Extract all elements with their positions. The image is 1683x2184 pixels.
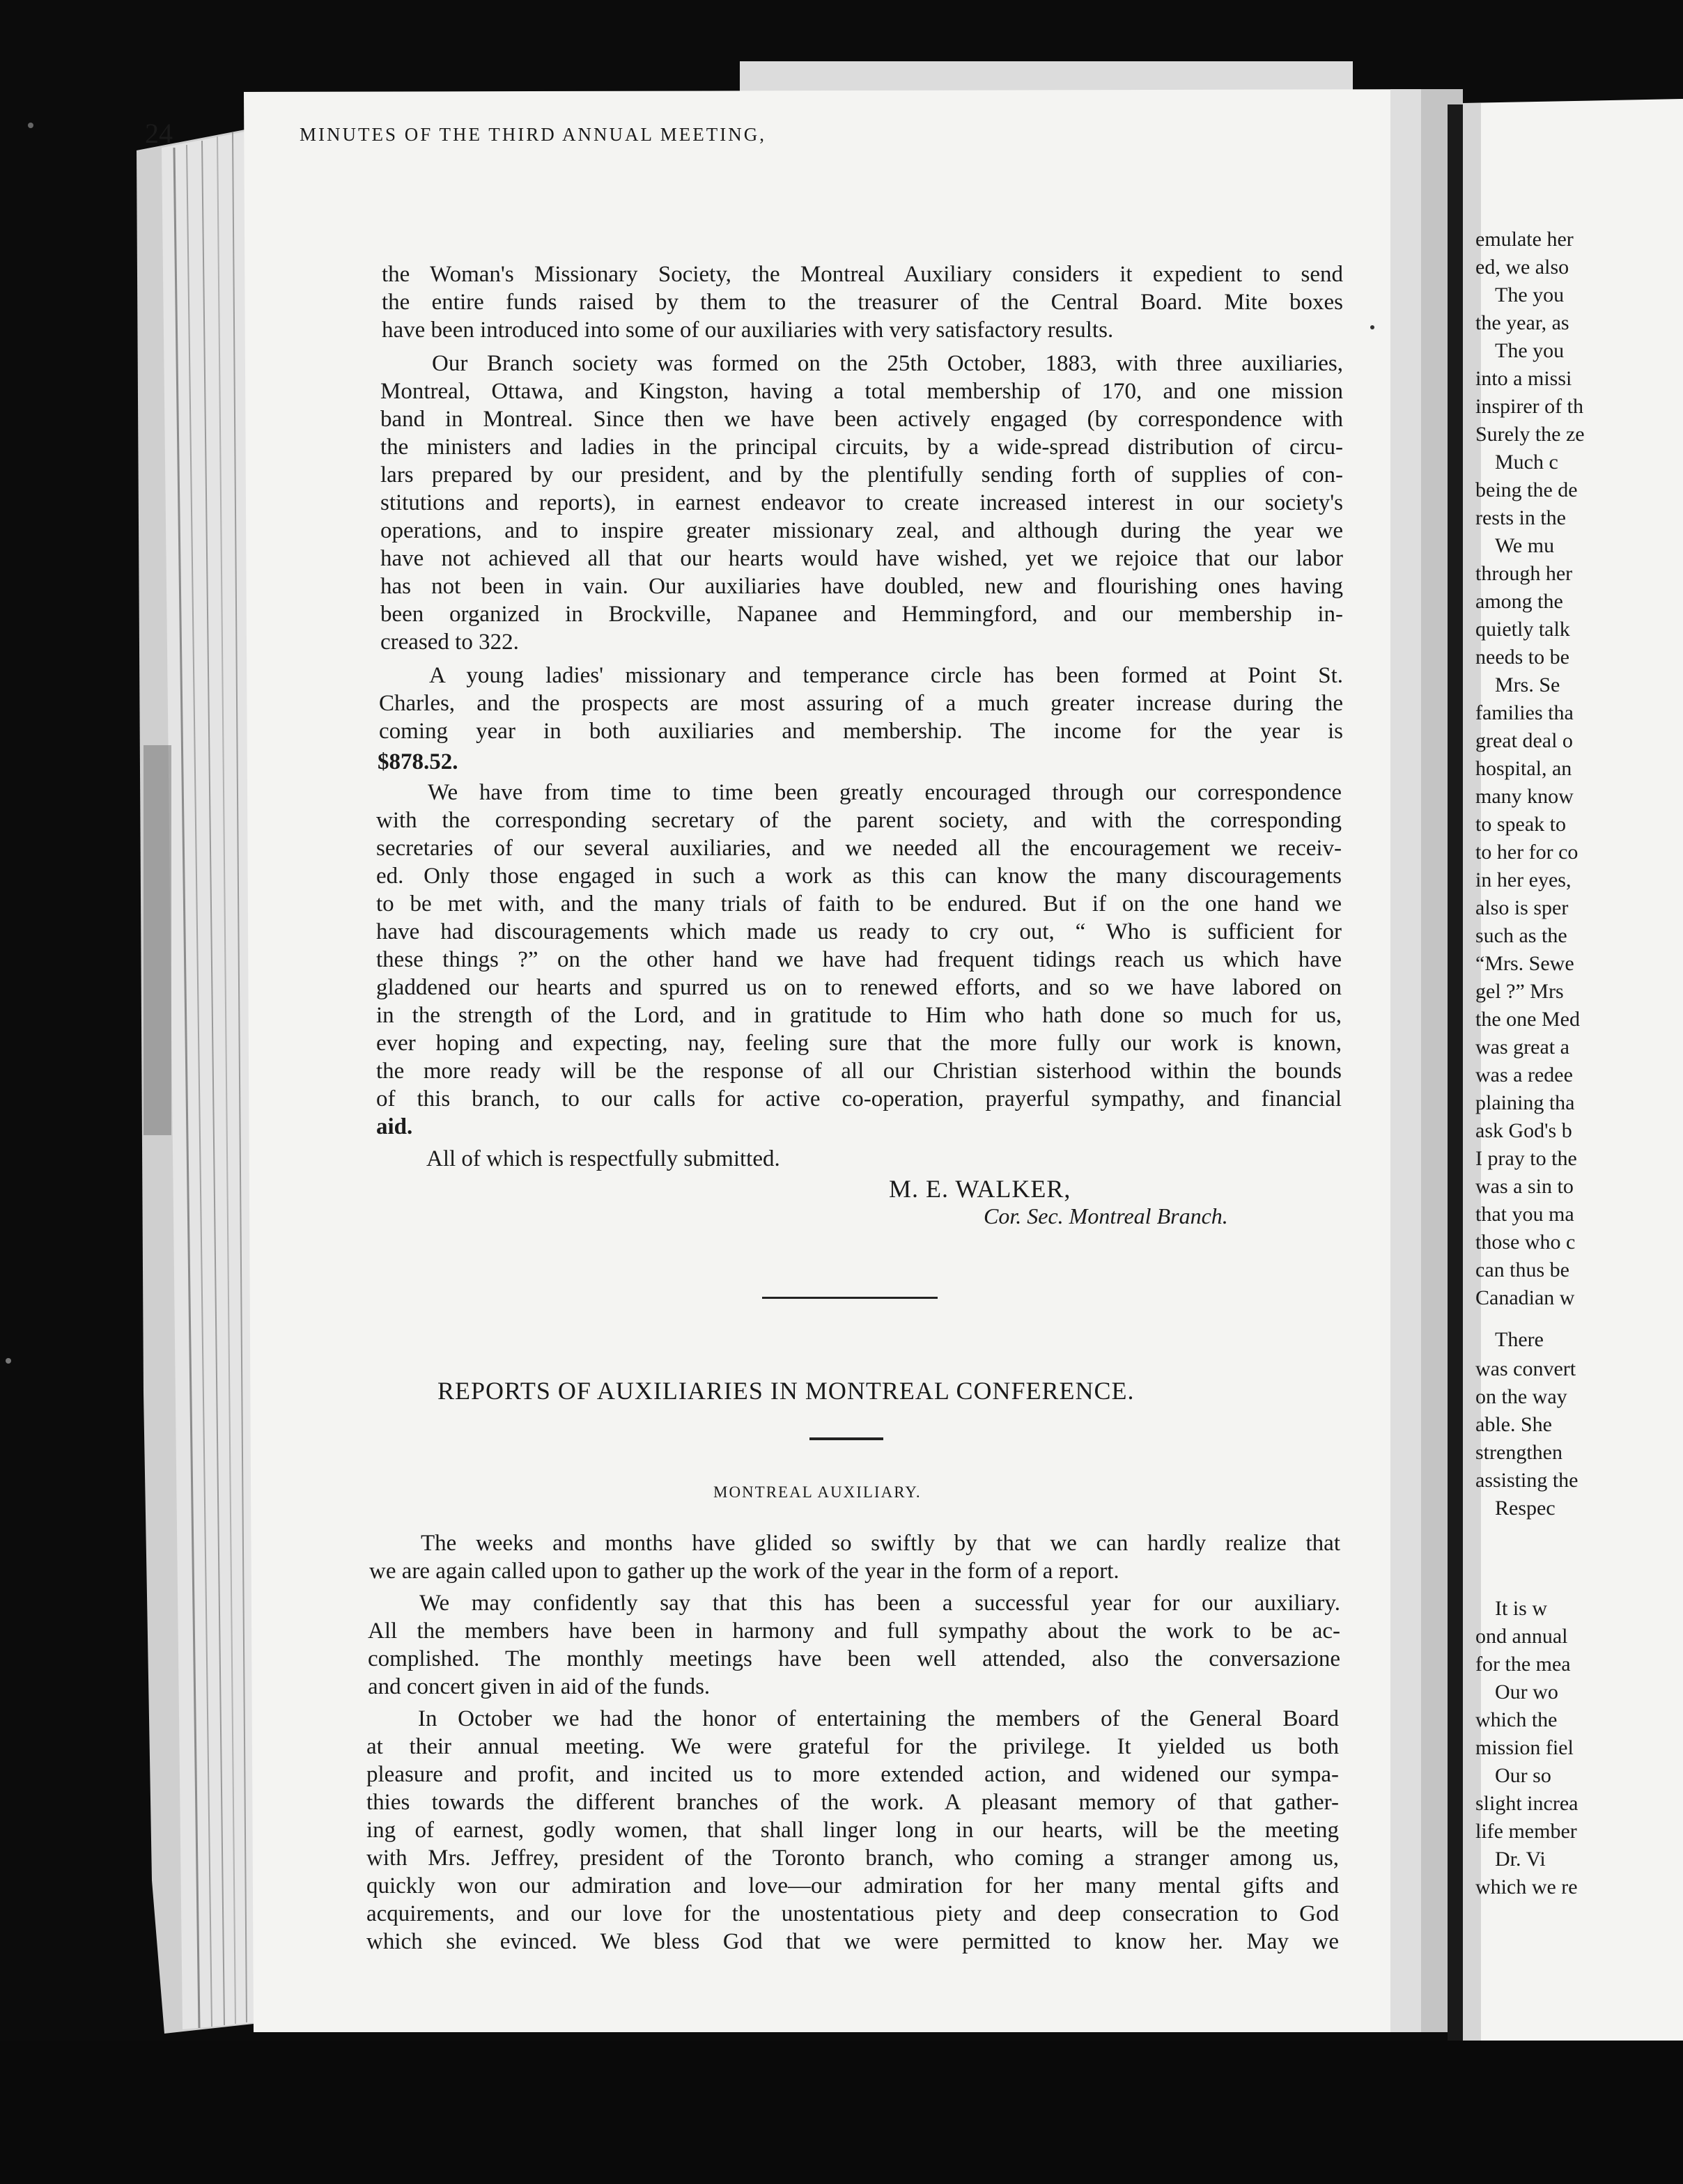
right-page-line-fragment: which the (1475, 1708, 1558, 1731)
text-line: and concert given in aid of the funds. (368, 1674, 711, 1699)
right-page-line-fragment: families tha (1475, 701, 1574, 724)
closing-line: All of which is respectfully submitted. (426, 1146, 780, 1171)
text-line: In October we had the honor of entertaining the members of the General Board (418, 1706, 1339, 1731)
right-page-line-fragment: strengthen (1475, 1441, 1562, 1464)
right-page-line-fragment: many know (1475, 785, 1574, 808)
right-page-line-fragment: ond annual (1475, 1625, 1568, 1648)
right-page-line-fragment: It is w (1495, 1597, 1547, 1620)
text-line: ed. Only those engaged in such a work as this can know the many discouragements (376, 864, 1342, 889)
text-line: have had discouragements which made us ready to cry out, “ Who is sufficient for (376, 919, 1342, 944)
right-page-line-fragment: to speak to (1475, 813, 1566, 836)
text-line: the ministers and ladies in the principal circuits, by a wide-spread distribution of circu- (380, 435, 1343, 460)
text-line: have been introduced into some of our auxiliaries with very satisfactory results. (382, 318, 1114, 343)
right-page-line-fragment: on the way (1475, 1385, 1567, 1408)
right-page-line-fragment: Our so (1495, 1764, 1551, 1787)
right-page-line-fragment: emulate her (1475, 228, 1574, 251)
text-line: pleasure and profit, and incited us to more extended action, and widened our sympa- (366, 1762, 1339, 1787)
signature-name: M. E. WALKER, (889, 1175, 1071, 1203)
sub-heading: MONTREAL AUXILIARY. (713, 1483, 922, 1501)
right-page-line-fragment: rests in the (1475, 506, 1566, 529)
text-line: the Woman's Missionary Society, the Montreal Auxiliary considers it expedient to send (382, 262, 1343, 287)
right-page-line-fragment: plaining tha (1475, 1091, 1575, 1114)
right-page-line-fragment: gel ?” Mrs (1475, 980, 1564, 1003)
text-line: the entire funds raised by them to the treasurer of the Central Board. Mite boxes (382, 290, 1343, 315)
income-amount: $878.52. (378, 749, 458, 774)
text-line: The weeks and months have glided so swiftly by that we can hardly realize that (421, 1531, 1340, 1556)
text-line: has not been in vain. Our auxiliaries have doubled, new and flourishing ones having (380, 574, 1343, 599)
text-line: ing of earnest, godly women, that shall linger long in our hearts, will be the meeting (366, 1818, 1339, 1843)
right-page-line-fragment: We mu (1495, 534, 1555, 557)
text-line: Montreal, Ottawa, and Kingston, having a total membership of 170, and one mission (380, 379, 1343, 404)
right-page-line-fragment: ask God's b (1475, 1119, 1572, 1142)
text-line: to be met with, and the many trials of faith to be endured. But if on the one hand we (376, 891, 1342, 916)
right-page-line-fragment: life member (1475, 1820, 1577, 1843)
right-page-line-fragment: which we re (1475, 1875, 1578, 1898)
right-page-line-fragment: quietly talk (1475, 618, 1570, 641)
right-page-line-fragment: also is sper (1475, 896, 1569, 919)
right-page-line-fragment: was a sin to (1475, 1175, 1574, 1198)
section-heading: REPORTS OF AUXILIARIES IN MONTREAL CONFERENCE. (437, 1377, 1135, 1405)
right-page-line-fragment: through her (1475, 562, 1573, 585)
text-line: lars prepared by our president, and by the plentifully sending forth of supplies of con- (380, 462, 1343, 488)
signature-title: Cor. Sec. Montreal Branch. (984, 1203, 1228, 1228)
right-page-line-fragment: Our wo (1495, 1680, 1558, 1703)
right-page-line-fragment: hospital, an (1475, 757, 1572, 780)
right-page-line-fragment: was great a (1475, 1036, 1569, 1059)
right-page-line-fragment: Mrs. Se (1495, 673, 1560, 696)
text-line: stitutions and reports), in earnest endeavor to create increased interest in our society's (380, 490, 1343, 515)
text-line: acquirements, and our love for the unostentatious piety and deep consecration to God (366, 1901, 1339, 1926)
text-line: We may confidently say that this has been a successful year for our auxiliary. (419, 1591, 1340, 1616)
text-line: quickly won our admiration and love—our admiration for her many mental gifts and (366, 1873, 1339, 1898)
right-page-line-fragment: great deal o (1475, 729, 1573, 752)
right-page-line-fragment: was a redee (1475, 1063, 1573, 1086)
text-line: ever hoping and expecting, nay, feeling sure that the more fully our work is known, (376, 1031, 1342, 1056)
page-number: 24 (145, 118, 173, 149)
text-line: coming year in both auxiliaries and membership. The income for the year is (379, 719, 1343, 744)
right-page-line-fragment: “Mrs. Sewe (1475, 952, 1574, 975)
right-page-line-fragment: ed, we also (1475, 256, 1569, 279)
right-page-line-fragment: Respec (1495, 1497, 1556, 1520)
right-page-line-fragment: inspirer of th (1475, 395, 1583, 418)
right-page-line-fragment: such as the (1475, 924, 1567, 947)
text-line: We have from time to time been greatly encouraged through our correspondence (428, 780, 1342, 805)
right-page-cropped (1461, 103, 1683, 2032)
text-line: Our Branch society was formed on the 25th October, 1883, with three auxiliaries, (432, 351, 1343, 376)
divider-rule-short (809, 1437, 883, 1440)
text-line: with Mrs. Jeffrey, president of the Toronto branch, who coming a stranger among us, (366, 1846, 1339, 1871)
right-page-line-fragment: Surely the ze (1475, 423, 1585, 446)
right-page-line-fragment: Dr. Vi (1495, 1848, 1546, 1871)
right-page-line-fragment: to her for co (1475, 841, 1579, 864)
right-page-line-fragment: There (1495, 1328, 1544, 1351)
right-page-line-fragment: being the de (1475, 478, 1578, 501)
text-line: have not achieved all that our hearts would have wished, yet we rejoice that our labor (380, 546, 1343, 571)
text-line: creased to 322. (380, 630, 519, 655)
divider-rule (762, 1297, 938, 1299)
right-page-line-fragment: The you (1495, 339, 1565, 362)
right-page-line-fragment: the year, as (1475, 311, 1569, 334)
text-line: been organized in Brockville, Napanee and Hemmingford, and our membership in- (380, 602, 1343, 627)
text-line: gladdened our hearts and spurred us on to renewed efforts, and so we have labored on (376, 975, 1342, 1000)
text-line: at their annual meeting. We were grateful for the privilege. It yielded us both (366, 1734, 1339, 1759)
right-page-line-fragment: mission fiel (1475, 1736, 1574, 1759)
text-line: aid. (376, 1114, 413, 1139)
text-line: thies towards the different branches of the work. A pleasant memory of that gather- (366, 1790, 1339, 1815)
text-line: in the strength of the Lord, and in gratitude to Him who hath done so much for us, (376, 1003, 1342, 1028)
right-page-line-fragment: slight increa (1475, 1792, 1579, 1815)
right-page-line-fragment: able. She (1475, 1413, 1552, 1436)
right-page-line-fragment: needs to be (1475, 646, 1569, 669)
right-page-line-fragment: those who c (1475, 1231, 1576, 1254)
right-page-line-fragment: Much c (1495, 451, 1558, 474)
right-page-line-fragment: that you ma (1475, 1203, 1574, 1226)
right-page-line-fragment: the one Med (1475, 1008, 1580, 1031)
text-line: secretaries of our several auxiliaries, and we needed all the encouragement we receiv- (376, 836, 1342, 861)
right-page-line-fragment: Canadian w (1475, 1286, 1575, 1309)
text-line: A young ladies' missionary and temperance circle has been formed at Point St. (429, 663, 1343, 688)
text-line: with the corresponding secretary of the parent society, and with the corresponding (376, 808, 1342, 833)
text-line: these things ?” on the other hand we have had frequent tidings reach us which have (376, 947, 1342, 972)
text-line: band in Montreal. Since then we have been actively engaged (by correspondence with (380, 407, 1343, 432)
right-page-line-fragment: can thus be (1475, 1258, 1569, 1281)
running-head: MINUTES OF THE THIRD ANNUAL MEETING, (300, 124, 766, 145)
text-line: operations, and to inspire greater missionary zeal, and although during the year we (380, 518, 1343, 543)
text-line: which she evinced. We bless God that we were permitted to know her. May we (366, 1929, 1339, 1954)
right-page-line-fragment: in her eyes, (1475, 868, 1572, 891)
text-line: All the members have been in harmony and full sympathy about the work to be ac- (368, 1618, 1340, 1644)
text-line: Charles, and the prospects are most assuring of a much greater increase during the (379, 691, 1343, 716)
right-page-line-fragment: I pray to the (1475, 1147, 1577, 1170)
text-line: the more ready will be the response of all our Christian sisterhood within the bounds (376, 1059, 1342, 1084)
text-line: complished. The monthly meetings have been well attended, also the conversazione (368, 1646, 1340, 1671)
right-page-line-fragment: among the (1475, 590, 1563, 613)
text-line: we are again called upon to gather up the work of the year in the form of a report. (369, 1559, 1119, 1584)
text-line: of this branch, to our calls for active co-operation, prayerful sympathy, and financial (376, 1086, 1342, 1112)
right-page-line-fragment: was convert (1475, 1357, 1576, 1380)
right-page-line-fragment: into a missi (1475, 367, 1572, 390)
right-page-line-fragment: assisting the (1475, 1469, 1579, 1492)
right-page-line-fragment: The you (1495, 283, 1565, 306)
right-page-line-fragment: for the mea (1475, 1653, 1571, 1676)
